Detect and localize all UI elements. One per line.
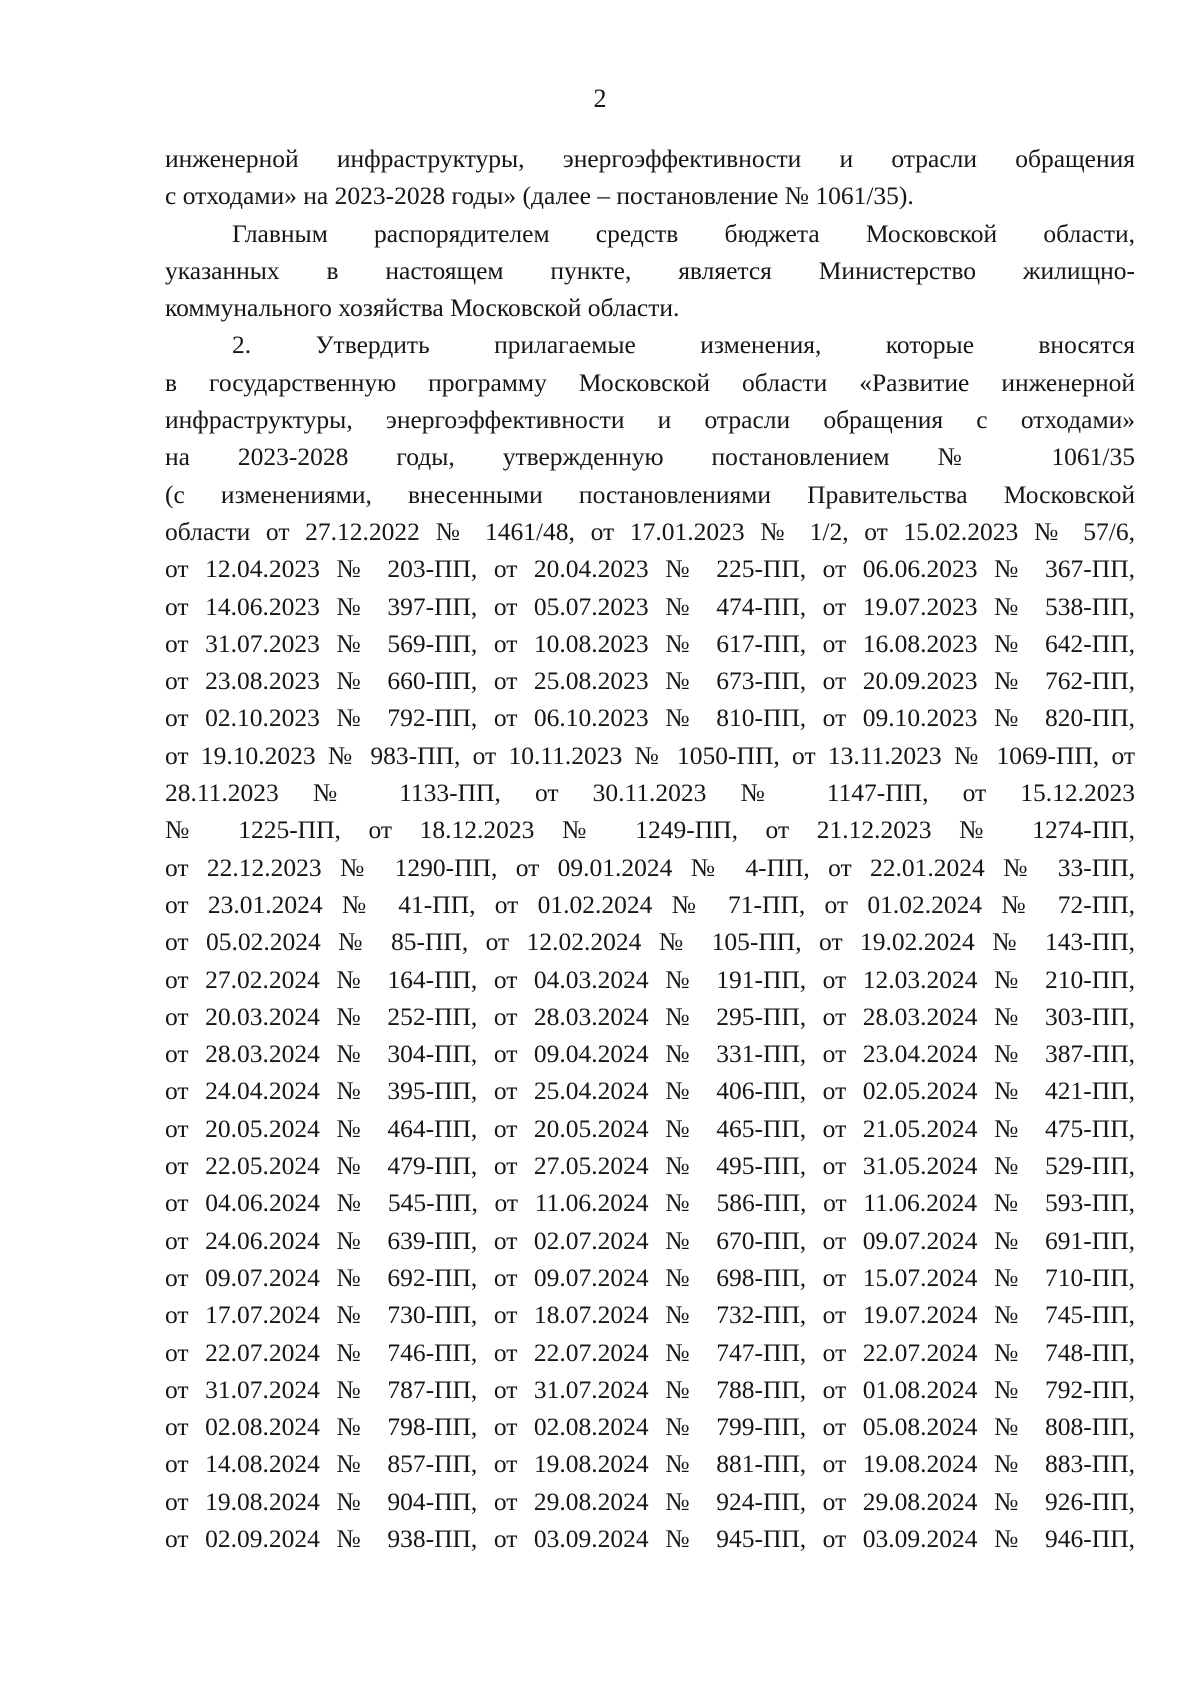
text-line: 2. Утвердить прилагаемые изменения, которые вносятся bbox=[232, 330, 1135, 360]
text-line: от 24.04.2024 № 395-ПП, от 25.04.2024 № 406-ПП, от 02.05.2024 № 421-ПП, bbox=[165, 1076, 1135, 1106]
text-line: от 05.02.2024 № 85-ПП, от 12.02.2024 № 105-ПП, от 19.02.2024 № 143-ПП, bbox=[165, 927, 1135, 957]
text-line: от 22.07.2024 № 746-ПП, от 22.07.2024 № 747-ПП, от 22.07.2024 № 748-ПП, bbox=[165, 1337, 1135, 1367]
text-line: области от 27.12.2022 № 1461/48, от 17.01.2023 № 1/2, от 15.02.2023 № 57/6, bbox=[165, 516, 1135, 546]
text-line: от 09.07.2024 № 692-ПП, от 09.07.2024 № 698-ПП, от 15.07.2024 № 710-ПП, bbox=[165, 1262, 1135, 1292]
text-line: от 28.03.2024 № 304-ПП, от 09.04.2024 № 331-ПП, от 23.04.2024 № 387-ПП, bbox=[165, 1039, 1135, 1069]
text-line: инфраструктуры, энергоэффективности и отрасли обращения с отходами» bbox=[165, 405, 1135, 435]
text-line: от 24.06.2024 № 639-ПП, от 02.07.2024 № 670-ПП, от 09.07.2024 № 691-ПП, bbox=[165, 1225, 1135, 1255]
text-line: от 14.08.2024 № 857-ПП, от 19.08.2024 № 881-ПП, от 19.08.2024 № 883-ПП, bbox=[165, 1449, 1135, 1479]
text-line: от 27.02.2024 № 164-ПП, от 04.03.2024 № 191-ПП, от 12.03.2024 № 210-ПП, bbox=[165, 964, 1135, 994]
text-line: от 20.05.2024 № 464-ПП, от 20.05.2024 № 465-ПП, от 21.05.2024 № 475-ПП, bbox=[165, 1113, 1135, 1143]
text-line: от 31.07.2024 № 787-ПП, от 31.07.2024 № 788-ПП, от 01.08.2024 № 792-ПП, bbox=[165, 1374, 1135, 1404]
text-line: от 23.08.2023 № 660-ПП, от 25.08.2023 № 673-ПП, от 20.09.2023 № 762-ПП, bbox=[165, 666, 1135, 696]
text-line: от 17.07.2024 № 730-ПП, от 18.07.2024 № 732-ПП, от 19.07.2024 № 745-ПП, bbox=[165, 1300, 1135, 1330]
text-line: от 02.08.2024 № 798-ПП, от 02.08.2024 № 799-ПП, от 05.08.2024 № 808-ПП, bbox=[165, 1412, 1135, 1442]
text-line: от 23.01.2024 № 41-ПП, от 01.02.2024 № 71-ПП, от 01.02.2024 № 72-ПП, bbox=[165, 889, 1135, 919]
text-line: от 14.06.2023 № 397-ПП, от 05.07.2023 № 474-ПП, от 19.07.2023 № 538-ПП, bbox=[165, 591, 1135, 621]
text-line: 28.11.2023 № 1133-ПП, от 30.11.2023 № 1147-ПП, от 15.12.2023 bbox=[165, 778, 1135, 808]
text-line: от 31.07.2023 № 569-ПП, от 10.08.2023 № 617-ПП, от 16.08.2023 № 642-ПП, bbox=[165, 628, 1135, 658]
text-line: с отходами» на 2023-2028 годы» (далее – постановление № 1061/35). bbox=[165, 181, 914, 211]
document-body bbox=[165, 140, 1135, 1557]
text-line: № 1225-ПП, от 18.12.2023 № 1249-ПП, от 21.12.2023 № 1274-ПП, bbox=[165, 815, 1135, 845]
page-number: 2 bbox=[593, 84, 607, 113]
text-line: (с изменениями, внесенными постановлениями Правительства Московской bbox=[165, 479, 1135, 509]
text-line: в государственную программу Московской области «Развитие инженерной bbox=[165, 367, 1135, 397]
text-line: Главным распорядителем средств бюджета Московской области, bbox=[232, 218, 1135, 248]
text-line: от 02.09.2024 № 938-ПП, от 03.09.2024 № 945-ПП, от 03.09.2024 № 946-ПП, bbox=[165, 1523, 1135, 1553]
text-line: от 20.03.2024 № 252-ПП, от 28.03.2024 № 295-ПП, от 28.03.2024 № 303-ПП, bbox=[165, 1001, 1135, 1031]
text-line: от 22.05.2024 № 479-ПП, от 27.05.2024 № 495-ПП, от 31.05.2024 № 529-ПП, bbox=[165, 1151, 1135, 1181]
text-line: инженерной инфраструктуры, энергоэффективности и отрасли обращения bbox=[165, 144, 1135, 173]
text-line: коммунального хозяйства Московской области. bbox=[165, 293, 680, 323]
text-line: от 02.10.2023 № 792-ПП, от 06.10.2023 № 810-ПП, от 09.10.2023 № 820-ПП, bbox=[165, 703, 1135, 733]
text-line: от 19.10.2023 № 983-ПП, от 10.11.2023 № 1050-ПП, от 13.11.2023 № 1069-ПП, от bbox=[165, 740, 1135, 770]
text-line: от 22.12.2023 № 1290-ПП, от 09.01.2024 № 4-ПП, от 22.01.2024 № 33-ПП, bbox=[165, 852, 1135, 882]
text-line: от 12.04.2023 № 203-ПП, от 20.04.2023 № 225-ПП, от 06.06.2023 № 367-ПП, bbox=[165, 554, 1135, 584]
text-line: от 04.06.2024 № 545-ПП, от 11.06.2024 № 586-ПП, от 11.06.2024 № 593-ПП, bbox=[165, 1188, 1135, 1218]
text-line: от 19.08.2024 № 904-ПП, от 29.08.2024 № 924-ПП, от 29.08.2024 № 926-ПП, bbox=[165, 1486, 1135, 1516]
text-line: на 2023-2028 годы, утвержденную постановлением № 1061/35 bbox=[165, 442, 1135, 472]
text-line: указанных в настоящем пункте, является Министерство жилищно- bbox=[165, 255, 1135, 285]
